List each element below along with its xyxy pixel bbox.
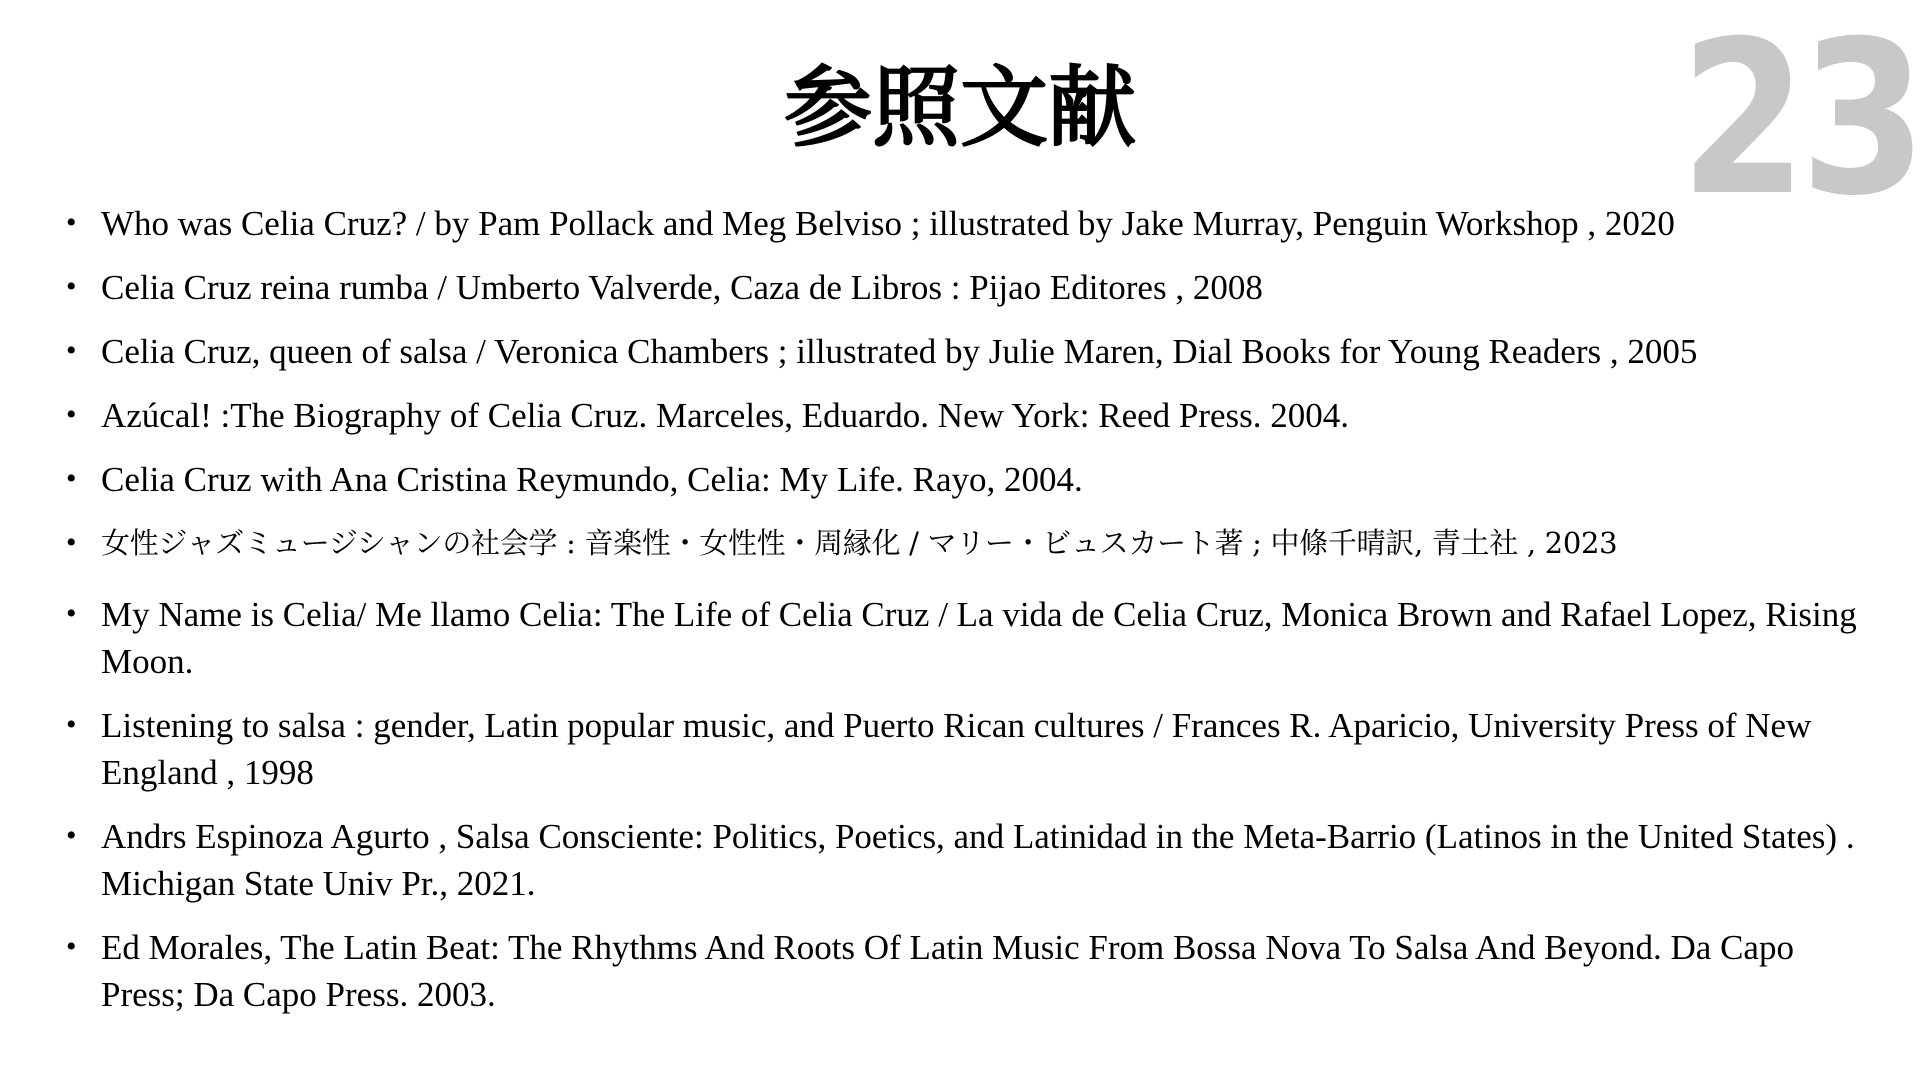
- reference-text: 女性ジャズミュージシャンの社会学 : 音楽性・女性性・周縁化 / マリー・ビュスカート著 ; 中條千晴訳, 青土社 , 2023: [101, 526, 1618, 560]
- reference-text: Andrs Espinoza Agurto , Salsa Consciente: Politics, Poetics, and Latinidad in the Meta-Barrio (Latinos in the United States) . Michigan State Univ Pr., 2021.: [101, 817, 1855, 903]
- reference-text: My Name is Celia/ Me llamo Celia: The Life of Celia Cruz / La vida de Celia Cruz, Monica Brown and Rafael Lopez, Rising Moon.: [101, 595, 1857, 681]
- bullet-icon: •: [66, 206, 77, 239]
- bullet-icon: •: [66, 597, 77, 630]
- bullet-icon: •: [66, 334, 77, 367]
- page-number: 23: [1680, 0, 1920, 242]
- reference-list: [60, 200, 1875, 1035]
- bullet-icon: •: [66, 819, 77, 852]
- reference-text: Azúcal! :The Biography of Celia Cruz. Marceles, Eduardo. New York: Reed Press. 2004.: [101, 396, 1350, 435]
- reference-text: Who was Celia Cruz? / by Pam Pollack and Meg Belviso ; illustrated by Jake Murray, Penguin Workshop , 2020: [101, 204, 1675, 243]
- reference-item: [60, 456, 1875, 503]
- bullet-icon: •: [66, 398, 77, 431]
- reference-text: Celia Cruz, queen of salsa / Veronica Chambers ; illustrated by Julie Maren, Dial Books for Young Readers , 2005: [101, 332, 1698, 371]
- reference-text: Celia Cruz with Ana Cristina Reymundo, Celia: My Life. Rayo, 2004.: [101, 460, 1083, 499]
- reference-item: [60, 702, 1875, 796]
- reference-item: [60, 924, 1875, 1018]
- bullet-icon: •: [66, 270, 77, 303]
- reference-item: [60, 591, 1875, 685]
- reference-text: Listening to salsa : gender, Latin popular music, and Puerto Rican cultures / Frances R. Aparicio, University Press of New England , 1998: [101, 706, 1812, 792]
- reference-item: [60, 200, 1875, 247]
- reference-text: Celia Cruz reina rumba / Umberto Valverde, Caza de Libros : Pijao Editores , 2008: [101, 268, 1263, 307]
- reference-item: [60, 813, 1875, 907]
- reference-item: [60, 328, 1875, 375]
- bullet-icon: •: [66, 708, 77, 741]
- reference-item: [60, 392, 1875, 439]
- slide-title: 参照文献: [783, 55, 1136, 159]
- bullet-icon: •: [66, 526, 77, 559]
- reference-item: [60, 264, 1875, 311]
- bullet-icon: •: [66, 462, 77, 495]
- bullet-icon: •: [66, 930, 77, 963]
- reference-item: [60, 520, 1875, 567]
- reference-text: Ed Morales, The Latin Beat: The Rhythms And Roots Of Latin Music From Bossa Nova To Salsa And Beyond. Da Capo Press; Da Capo Press. 2003.: [101, 928, 1794, 1014]
